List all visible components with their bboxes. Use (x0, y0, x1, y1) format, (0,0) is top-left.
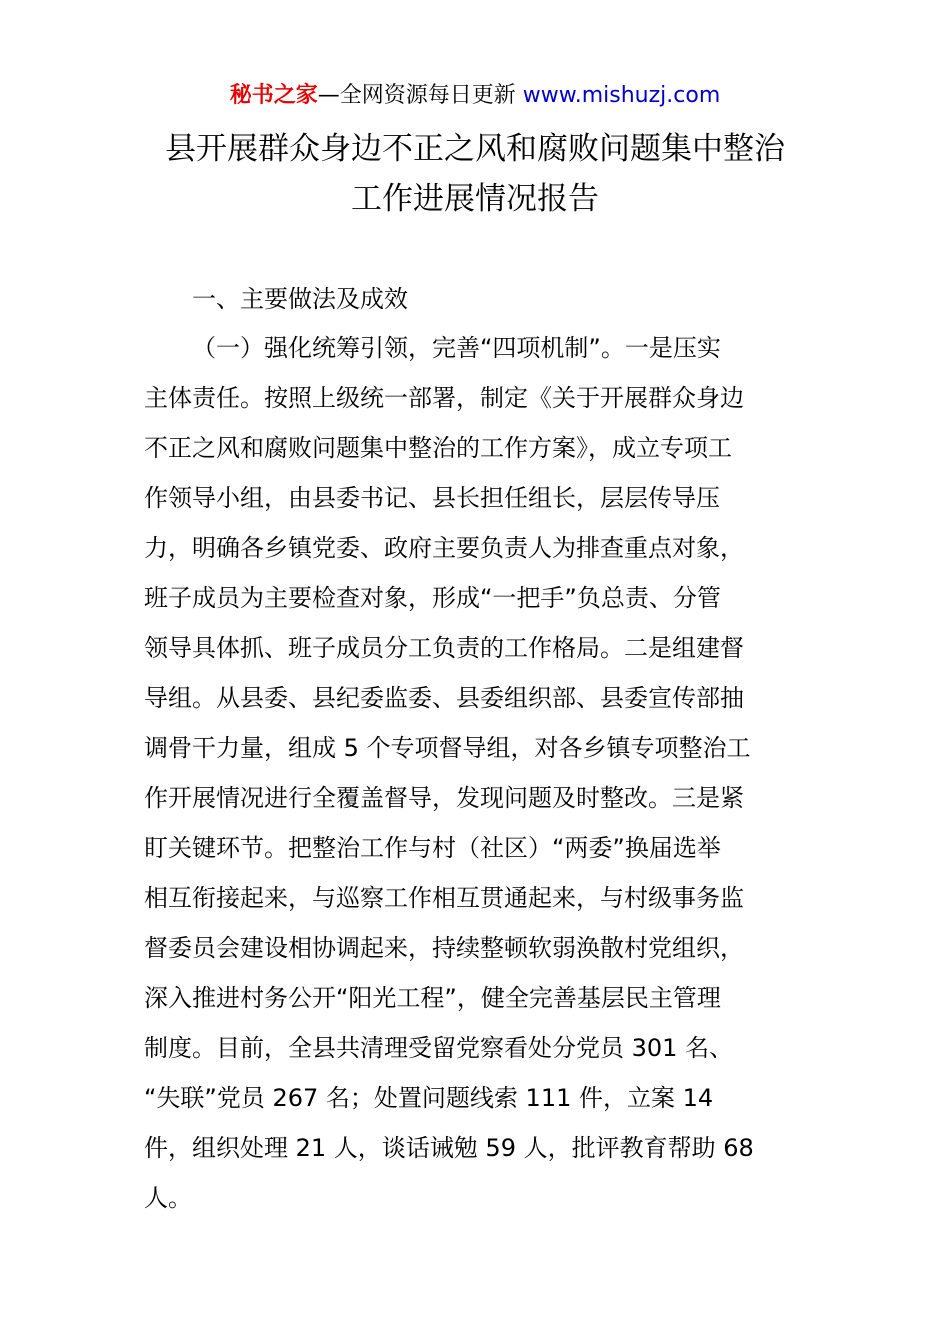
document-body (144, 275, 809, 1223)
site-tagline: —全网资源每日更新 (317, 83, 523, 108)
paragraph-line: 作领导小组，由县委书记、县长担任组长，层层传导压 (144, 484, 720, 512)
paragraph-line: 主体责任。按照上级统一部署，制定《关于开展群众身边 (144, 384, 744, 412)
paragraph-line: 人。 (144, 1184, 192, 1212)
paragraph-line: 不正之风和腐败问题集中整治的工作方案》，成立专项工 (144, 434, 732, 462)
document-title (0, 124, 950, 224)
paragraph-line: 导组。从县委、县纪委监委、县委组织部、县委宣传部抽 (144, 684, 744, 712)
paragraph-line: （一）强化统筹引领，完善“四项机制”。一是压实 (192, 334, 721, 362)
site-brand: 秘书之家 (229, 83, 318, 108)
document-title-line-2: 工作进展情况报告 (351, 181, 599, 217)
paragraph-line: “失联”党员 267 名；处置问题线索 111 件，立案 14 (144, 1084, 714, 1112)
paragraph-line: 相互衔接起来，与巡察工作相互贯通起来，与村级事务监 (144, 884, 744, 912)
paragraph-line: 督委员会建设相协调起来，持续整顿软弱涣散村党组织， (144, 934, 744, 962)
paragraph-line: 制度。目前，全县共清理受留党察看处分党员 301 名、 (144, 1034, 734, 1062)
paragraph-line: 深入推进村务公开“阳光工程”，健全完善基层民主管理 (144, 984, 721, 1012)
paragraph-line: 件，组织处理 21 人，谈话诫勉 59 人，批评教育帮助 68 (144, 1134, 754, 1162)
paragraph-line: 调骨干力量，组成 5 个专项督导组，对各乡镇专项整治工 (144, 734, 751, 762)
paragraph-line: 领导具体抓、班子成员分工负责的工作格局。二是组建督 (144, 634, 744, 662)
paragraph (144, 323, 809, 1223)
document-title-line-1: 县开展群众身边不正之风和腐败问题集中整治 (165, 131, 785, 167)
section-heading: 一、主要做法及成效 (192, 285, 408, 313)
site-header (0, 80, 950, 112)
site-url-link[interactable]: www.mishuzj.com (522, 83, 721, 108)
paragraph-line: 盯关键环节。把整治工作与村（社区）“两委”换届选举 (144, 834, 721, 862)
paragraph-line: 作开展情况进行全覆盖督导，发现问题及时整改。三是紧 (144, 784, 744, 812)
paragraph-line: 力，明确各乡镇党委、政府主要负责人为排查重点对象， (144, 534, 744, 562)
paragraph-line: 班子成员为主要检查对象，形成“一把手”负总责、分管 (144, 584, 721, 612)
